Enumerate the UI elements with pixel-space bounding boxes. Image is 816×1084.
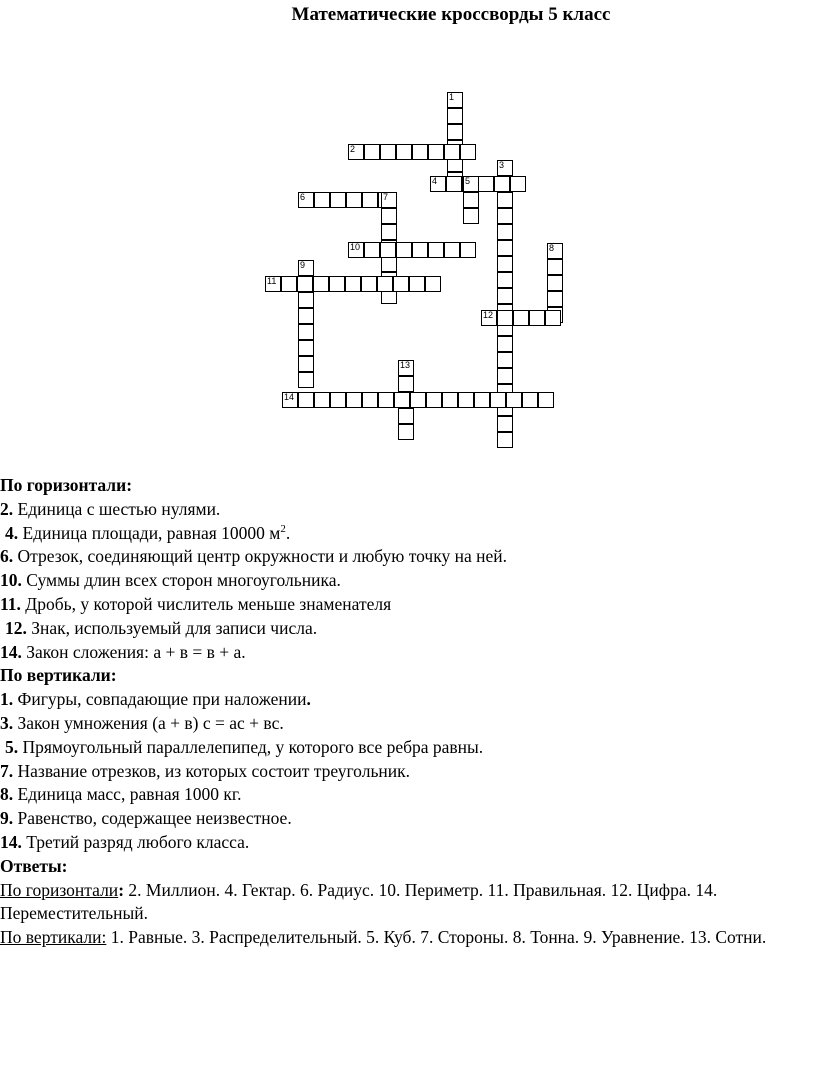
- crossword-cell: [361, 276, 377, 292]
- clue-text: Третий разряд любого класса.: [21, 831, 250, 852]
- crossword-cell: [529, 310, 545, 326]
- clue-text: Прямоугольный параллелепипед, у которого все ребра равны.: [18, 736, 484, 757]
- crossword-cell: [444, 144, 460, 160]
- crossword-cell: [490, 392, 506, 408]
- crossword-cell: [460, 144, 476, 160]
- crossword-cell: [478, 176, 494, 192]
- clue-tail: .: [285, 522, 291, 543]
- crossword-cell: [463, 192, 479, 208]
- crossword-cell: [298, 324, 314, 340]
- cell-number: 13: [400, 360, 411, 370]
- crossword-cell: [428, 242, 444, 258]
- clue-text: Знак, используемый для записи числа.: [26, 617, 318, 638]
- cell-number: 1: [449, 92, 455, 102]
- crossword-cell: [497, 310, 513, 326]
- crossword-cell: [497, 352, 513, 368]
- clue-number: 7.: [0, 760, 14, 781]
- crossword-cell: [297, 276, 313, 292]
- answers-heading: Ответы:: [0, 855, 68, 876]
- clue-item: [0, 783, 800, 807]
- clue-text: Отрезок, соединяющий центр окружности и любую точку на ней.: [13, 546, 507, 567]
- crossword-cell: [497, 160, 513, 176]
- crossword-cell: [497, 336, 513, 352]
- crossword-cell: [381, 208, 397, 224]
- crossword-cell: [398, 424, 414, 440]
- cell-number: 8: [549, 243, 555, 253]
- clue-item: [0, 688, 800, 712]
- clue-number: 9.: [0, 808, 14, 829]
- crossword-cell: [497, 288, 513, 304]
- clue-number: 6.: [0, 546, 14, 567]
- clue-number: 5.: [5, 736, 19, 757]
- clue-text: Единица с шестью нулями.: [13, 498, 221, 519]
- crossword-cell: [412, 144, 428, 160]
- crossword-cell: [394, 392, 410, 408]
- crossword-cell: [377, 276, 393, 292]
- crossword-cell: [506, 392, 522, 408]
- clue-number: 10.: [0, 570, 22, 591]
- crossword-cell: [547, 243, 563, 259]
- clue-item: [0, 569, 800, 593]
- crossword-cell: [298, 292, 314, 308]
- crossword-cell: [444, 242, 460, 258]
- crossword-cell: [265, 276, 281, 292]
- clue-text: Единица масс, равная 1000 кг.: [13, 784, 242, 805]
- clue-text: Название отрезков, из которых состоит треугольник.: [13, 760, 411, 781]
- crossword-cell: [348, 242, 364, 258]
- crossword-cell: [378, 392, 394, 408]
- crossword-cell: [298, 392, 314, 408]
- clue-item: [0, 807, 800, 831]
- clue-number: 8.: [0, 784, 14, 805]
- down-list: [0, 688, 800, 855]
- clue-item: [0, 736, 800, 760]
- clues-section: [0, 474, 800, 950]
- crossword-cell: [396, 144, 412, 160]
- crossword-cell: [330, 392, 346, 408]
- crossword-cell: [396, 242, 412, 258]
- clue-number: 3.: [0, 712, 14, 733]
- crossword-cell: [494, 176, 510, 192]
- crossword-cell: [447, 108, 463, 124]
- clue-superscript: 2: [280, 522, 286, 535]
- crossword-cell: [545, 310, 561, 326]
- crossword-cell: [428, 144, 444, 160]
- crossword-cell: [348, 144, 364, 160]
- crossword-cell: [497, 416, 513, 432]
- crossword-cell: [281, 276, 297, 292]
- crossword-cell: [398, 360, 414, 376]
- clue-number: 4.: [5, 522, 19, 543]
- crossword-cell: [497, 224, 513, 240]
- clue-item: [0, 522, 800, 546]
- answers-across-colon: :: [118, 879, 125, 900]
- clue-text: Закон умножения (а + в) с = ас + вс.: [13, 712, 284, 733]
- clue-text: Единица площади, равная 10000 м: [18, 522, 281, 543]
- cell-number: 12: [483, 310, 494, 320]
- crossword-cell: [522, 392, 538, 408]
- answers-down-text: 1. Равные. 3. Распределительный. 5. Куб. 7. Стороны. 8. Тонна. 9. Уравнение. 13. Сотни.: [106, 927, 767, 948]
- crossword-cell: [538, 392, 554, 408]
- crossword-cell: [497, 192, 513, 208]
- answers-across: [0, 879, 800, 927]
- page-title: Математические кроссворды 5 класс: [291, 4, 611, 25]
- crossword-cell: [298, 260, 314, 276]
- crossword-cell: [314, 392, 330, 408]
- crossword-cell: [447, 92, 463, 108]
- cell-number: 7: [383, 192, 389, 202]
- crossword-grid: [0, 0, 816, 450]
- crossword-cell: [346, 192, 362, 208]
- crossword-cell: [282, 392, 298, 408]
- answers-down: [0, 926, 800, 950]
- clue-item: [0, 545, 800, 569]
- crossword-cell: [329, 276, 345, 292]
- answers-across-label: По горизонтали: [0, 879, 119, 900]
- crossword-cell: [547, 291, 563, 307]
- crossword-cell: [447, 124, 463, 140]
- crossword-cell: [474, 392, 490, 408]
- clue-item: [0, 617, 800, 641]
- clue-item: [0, 498, 800, 522]
- crossword-cell: [425, 276, 441, 292]
- crossword-cell: [362, 192, 378, 208]
- across-heading: По горизонтали:: [0, 475, 133, 495]
- clue-text: Дробь, у которой числитель меньше знаменателя: [20, 593, 392, 614]
- crossword-cell: [381, 256, 397, 272]
- clue-number: 11.: [0, 593, 21, 614]
- answers-across-text: 2. Миллион. 4. Гектар. 6. Радиус. 10. Периметр. 11. Правильная. 12. Цифра. 14. Переместительный.: [0, 879, 718, 924]
- crossword-cell: [381, 192, 397, 208]
- across-list: [0, 498, 800, 665]
- cell-number: 6: [300, 192, 306, 202]
- crossword-cell: [463, 176, 479, 192]
- answers-down-label: По вертикали:: [0, 927, 107, 948]
- crossword-cell: [497, 368, 513, 384]
- crossword-cell: [497, 272, 513, 288]
- crossword-cell: [442, 392, 458, 408]
- cell-number: 11: [267, 276, 277, 286]
- crossword-cell: [298, 340, 314, 356]
- crossword-cell: [298, 308, 314, 324]
- clue-text: Фигуры, совпадающие при наложении: [13, 689, 307, 710]
- crossword-cell: [393, 276, 409, 292]
- clue-number: 12.: [5, 617, 27, 638]
- clue-text: Закон сложения: а + в = в + а.: [21, 641, 246, 662]
- crossword-cell: [463, 208, 479, 224]
- clue-number: 14.: [0, 641, 22, 662]
- crossword-cell: [345, 276, 361, 292]
- crossword-cell: [314, 192, 330, 208]
- cell-number: 9: [300, 260, 306, 270]
- crossword-cell: [398, 408, 414, 424]
- crossword-cell: [380, 242, 396, 258]
- crossword-cell: [298, 192, 314, 208]
- cell-number: 14: [284, 392, 295, 402]
- cell-number: 10: [350, 242, 361, 252]
- clue-number: 2.: [0, 498, 14, 519]
- crossword-cell: [446, 176, 462, 192]
- cell-number: 2: [350, 144, 356, 154]
- crossword-cell: [313, 276, 329, 292]
- crossword-cell: [364, 242, 380, 258]
- clue-item: [0, 641, 800, 665]
- crossword-cell: [298, 372, 314, 388]
- crossword-cell: [426, 392, 442, 408]
- clue-item: [0, 760, 800, 784]
- crossword-cell: [412, 242, 428, 258]
- crossword-cell: [409, 276, 425, 292]
- crossword-cell: [547, 275, 563, 291]
- crossword-cell: [298, 356, 314, 372]
- crossword-cell: [410, 392, 426, 408]
- crossword-cell: [510, 176, 526, 192]
- cell-number: 4: [432, 176, 438, 186]
- crossword-cell: [430, 176, 446, 192]
- clue-item: [0, 831, 800, 855]
- crossword-cell: [513, 310, 529, 326]
- clue-text: Суммы длин всех сторон многоугольника.: [21, 570, 341, 591]
- clue-number: 1.: [0, 689, 14, 710]
- crossword-cell: [458, 392, 474, 408]
- down-heading: По вертикали:: [0, 665, 117, 686]
- crossword-cell: [497, 240, 513, 256]
- crossword-cell: [481, 310, 497, 326]
- clue-item: [0, 712, 800, 736]
- clue-tail: .: [306, 689, 311, 710]
- crossword-cell: [497, 208, 513, 224]
- cell-number: 3: [499, 160, 505, 170]
- crossword-cell: [380, 144, 396, 160]
- crossword-cell: [398, 376, 414, 392]
- crossword-cell: [547, 259, 563, 275]
- clue-text: Равенство, содержащее неизвестное.: [13, 808, 292, 829]
- clue-number: 14.: [0, 831, 22, 852]
- crossword-cell: [330, 192, 346, 208]
- crossword-cell: [362, 392, 378, 408]
- clue-item: [0, 593, 800, 617]
- cell-number: 5: [465, 176, 471, 186]
- crossword-cell: [497, 256, 513, 272]
- crossword-cell: [497, 432, 513, 448]
- crossword-cell: [346, 392, 362, 408]
- crossword-cell: [381, 224, 397, 240]
- crossword-cell: [460, 242, 476, 258]
- crossword-cell: [364, 144, 380, 160]
